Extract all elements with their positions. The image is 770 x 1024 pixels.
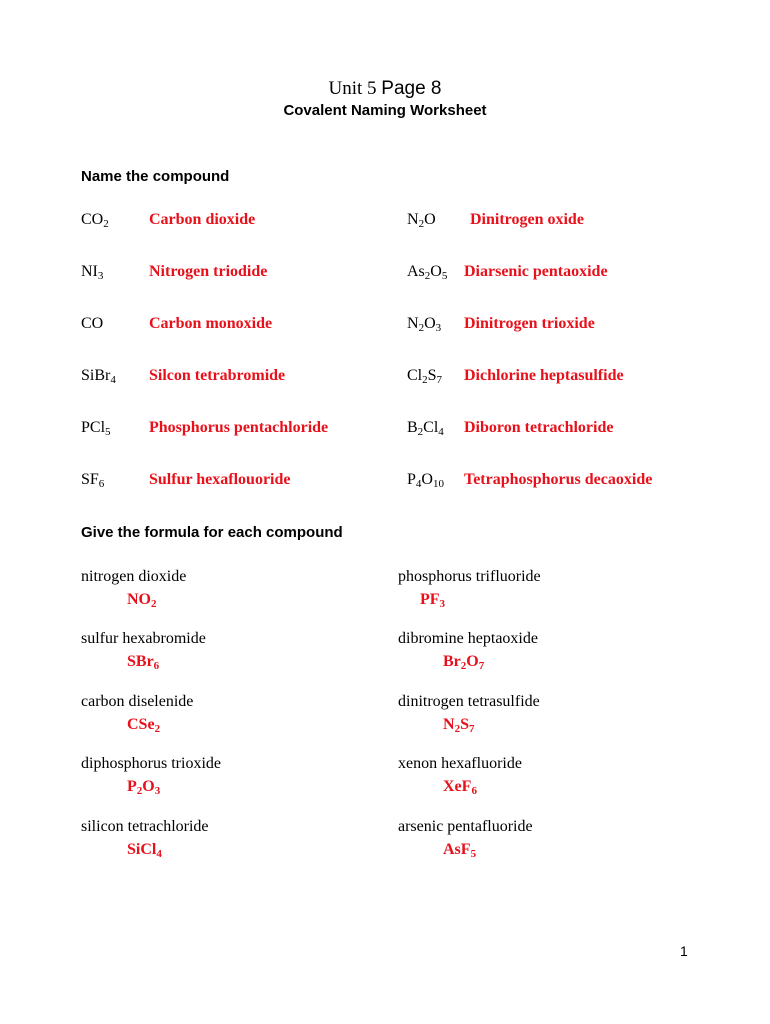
page-number: 1 — [680, 943, 688, 959]
title-unit: Unit 5 — [328, 78, 377, 99]
compound-name-left-4: diphosphorus trioxide — [81, 755, 221, 772]
formula-left-3: CO — [81, 315, 104, 332]
answer-name-left-5: Phosphorus pentachloride — [149, 419, 329, 436]
answer-formula-right-3: $N_2S_7$ — [443, 716, 475, 735]
answer-formula-right-1: $PF_3$ — [420, 591, 446, 610]
answer-formula-right-5: AsF$_5$ — [443, 841, 477, 860]
formula-right-5: $B_2Cl_4$ — [407, 419, 444, 438]
formula-right-4: $Cl_2S_7$ — [407, 367, 443, 386]
formula-left-5: PCl$_5$ — [81, 419, 111, 438]
formula-left-6: $SF_6$ — [81, 471, 105, 490]
answer-formula-left-2: SBr$_6$ — [127, 653, 160, 672]
answer-formula-left-1: $NO_2$ — [127, 591, 157, 610]
compound-name-left-1: nitrogen dioxide — [81, 568, 187, 585]
formula-right-1: $N_2O$ — [407, 211, 436, 230]
answer-name-left-3: Carbon monoxide — [149, 315, 273, 332]
answer-formula-right-4: XeF$_6$ — [443, 778, 477, 797]
answer-name-left-1: Carbon dioxide — [149, 211, 256, 228]
answer-formula-left-4: $P_2O_3$ — [127, 778, 161, 797]
answer-name-right-1: Dinitrogen oxide — [470, 211, 584, 228]
formula-right-2: $As_2O_5$ — [407, 263, 448, 282]
compound-name-left-5: silicon tetrachloride — [81, 818, 209, 835]
answer-name-right-5: Diboron tetrachloride — [464, 419, 614, 436]
compound-name-right-5: arsenic pentafluoride — [398, 818, 533, 835]
compound-name-left-3: carbon diselenide — [81, 693, 194, 710]
compound-name-right-2: dibromine heptaoxide — [398, 630, 538, 647]
answer-name-right-4: Dichlorine heptasulfide — [464, 367, 624, 384]
formula-left-1: $CO_2$ — [81, 211, 109, 230]
section-heading-name-compound: Name the compound — [81, 168, 230, 185]
page-subtitle: Covalent Naming Worksheet — [283, 102, 487, 119]
page-title — [0, 78, 770, 100]
answer-name-left-4: Silcon tetrabromide — [149, 367, 286, 384]
formula-left-4: SiBr$_4$ — [81, 367, 116, 386]
section-heading-give-formula: Give the formula for each compound — [81, 524, 343, 541]
title-page: Page 8 — [381, 78, 442, 99]
compound-name-right-1: phosphorus trifluoride — [398, 568, 541, 585]
answer-name-right-2: Diarsenic pentaoxide — [464, 263, 608, 280]
answer-formula-left-3: CSe$_2$ — [127, 716, 161, 735]
answer-name-right-6: Tetraphosphorus decaoxide — [464, 471, 653, 488]
compound-name-left-2: sulfur hexabromide — [81, 630, 206, 647]
compound-name-right-3: dinitrogen tetrasulfide — [398, 693, 540, 710]
formula-left-2: $NI_3$ — [81, 263, 104, 282]
answer-name-left-6: Sulfur hexaflouoride — [149, 471, 291, 488]
formula-right-6: $P_4O_{10}$ — [407, 471, 444, 490]
formula-right-3: $N_2O_3$ — [407, 315, 442, 334]
answer-name-left-2: Nitrogen triodide — [149, 263, 268, 280]
answer-name-right-3: Dinitrogen trioxide — [464, 315, 595, 332]
answer-formula-left-5: SiCl$_4$ — [127, 841, 162, 860]
compound-name-right-4: xenon hexafluoride — [398, 755, 522, 772]
answer-formula-right-2: $Br_2O_7$ — [443, 653, 485, 672]
